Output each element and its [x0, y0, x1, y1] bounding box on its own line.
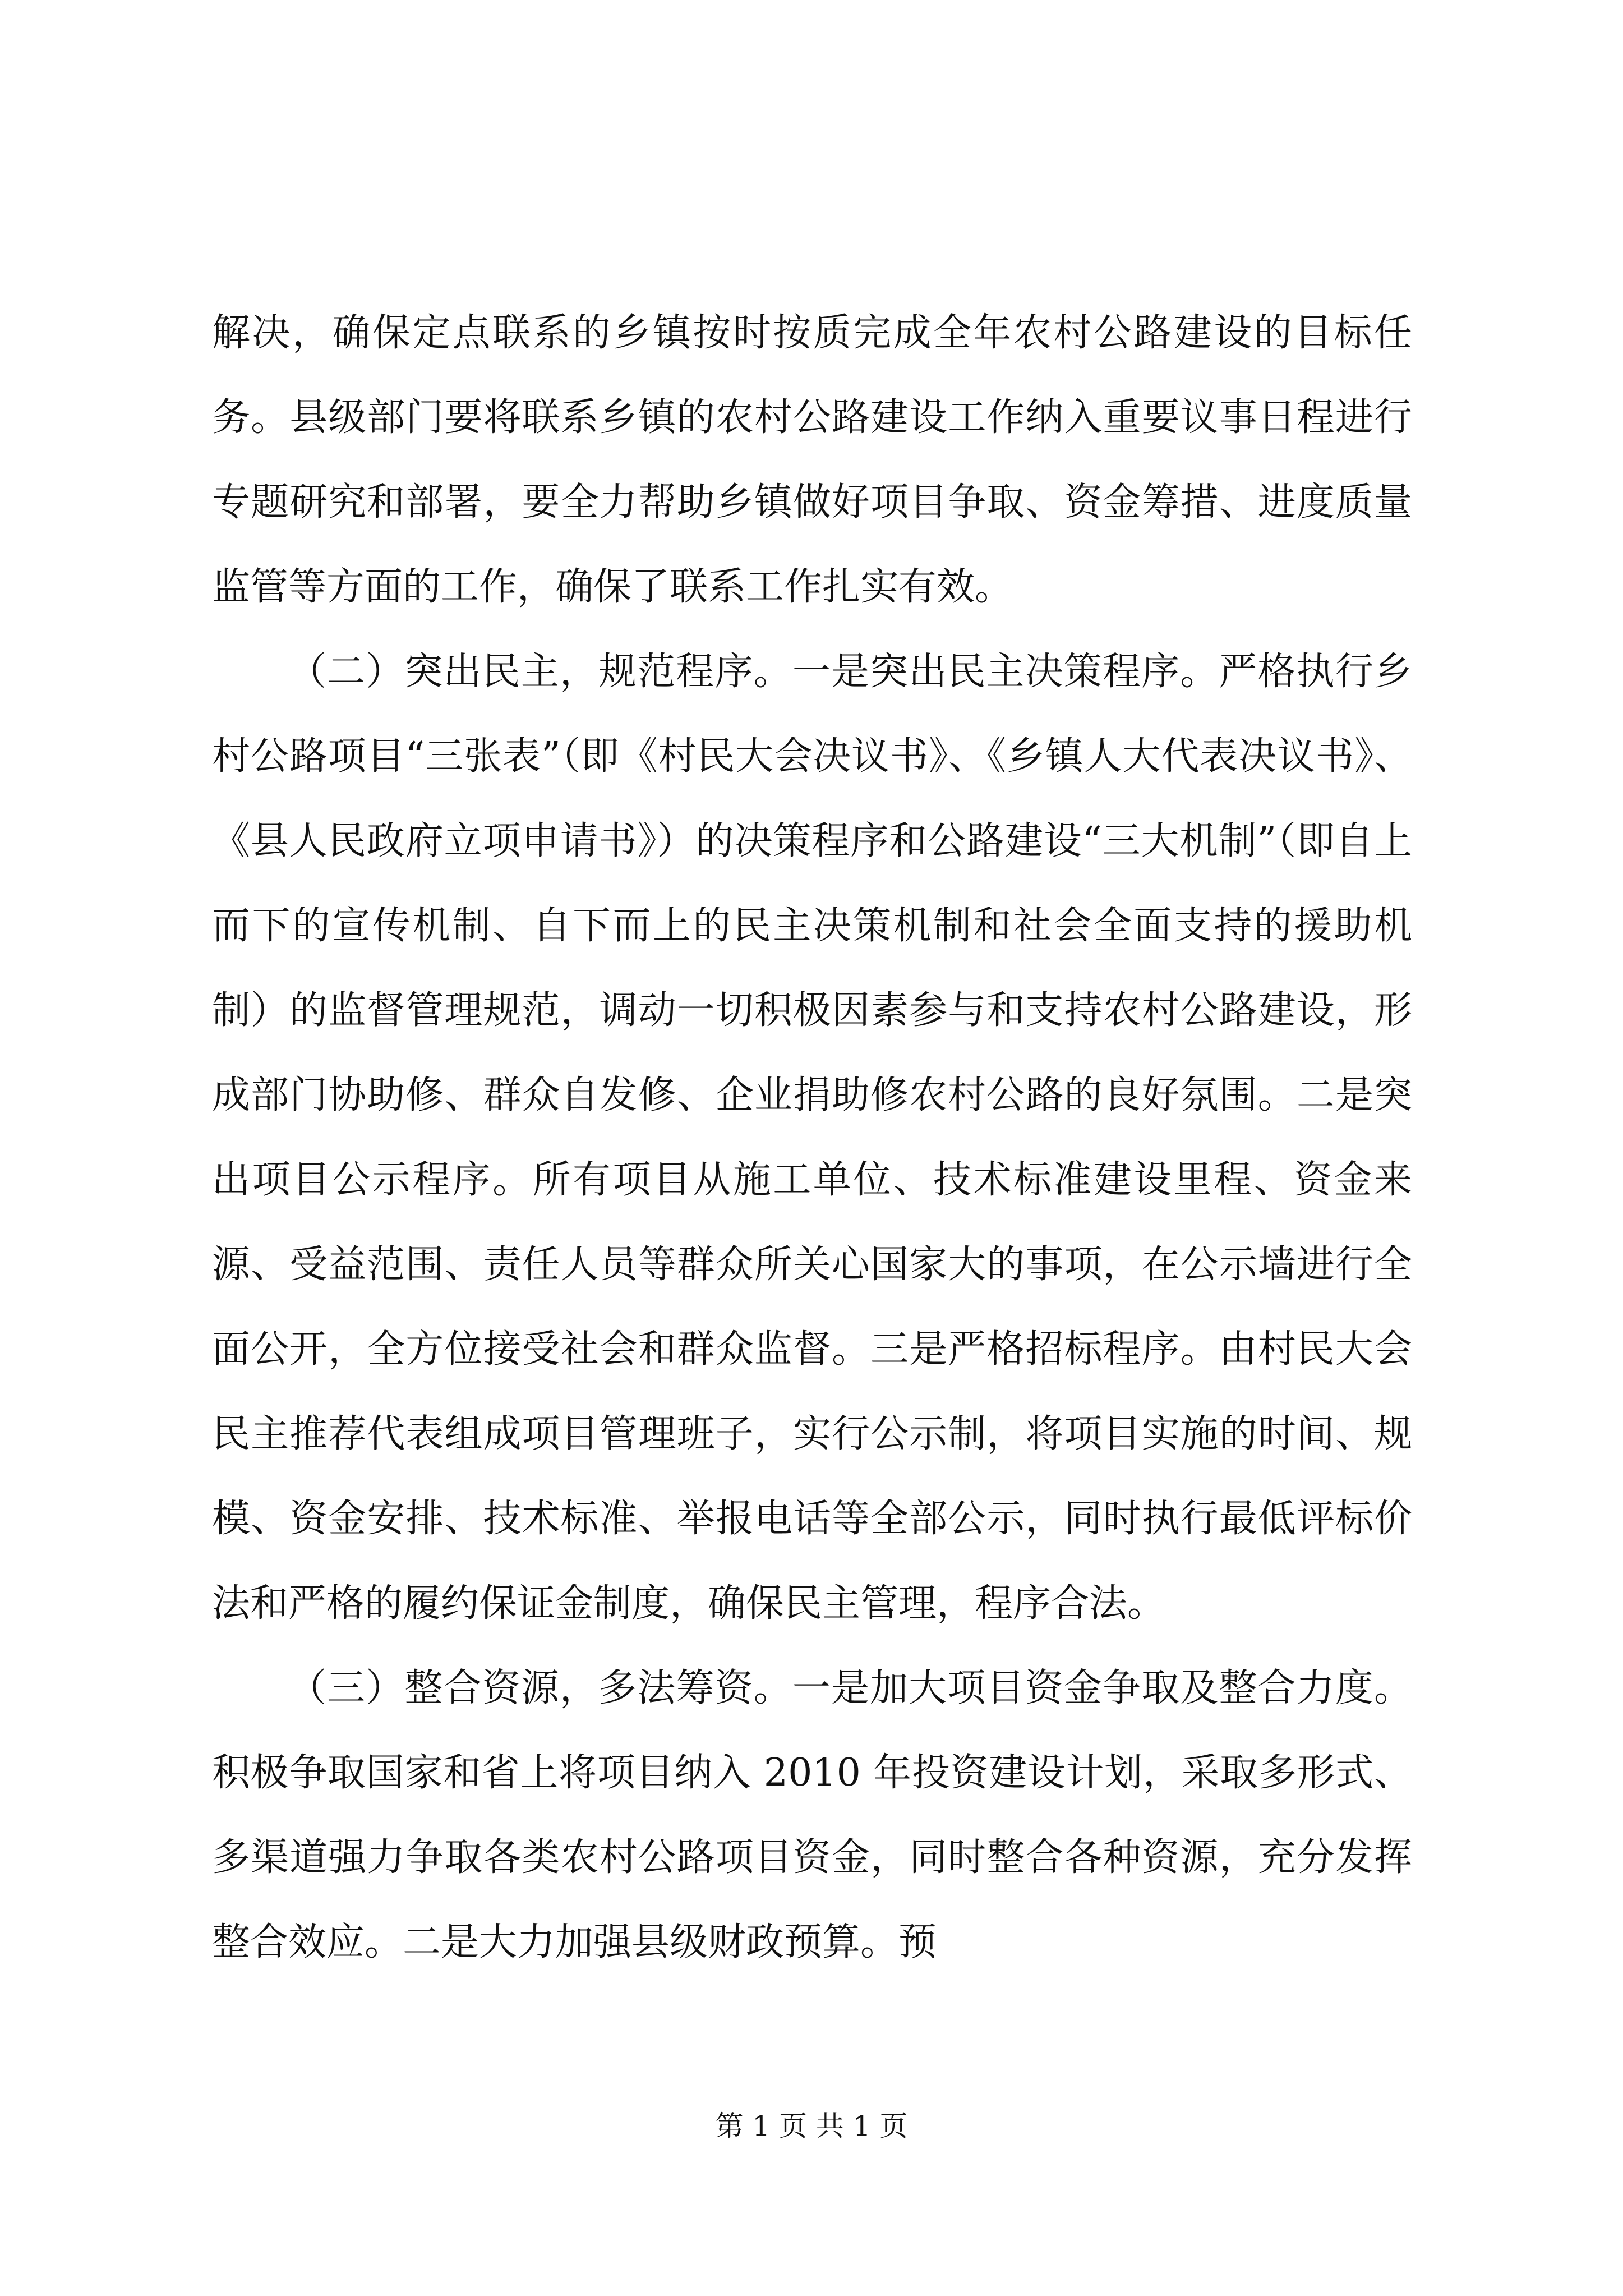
paragraph-continuation: 解决，确保定点联系的乡镇按时按质完成全年农村公路建设的目标任务。县级部门要将联系乡镇的农村公路建设工作纳入重要议事日程进行专题研究和部署，要全力帮助乡镇做好项目争取、资金筹措、进度质量监管等方面的工作，确保了联系工作扎实有效。: [212, 311, 1412, 609]
document-body: [212, 291, 1412, 1985]
paragraph-section-three: （三）整合资源，多法筹资。一是加大项目资金争取及整合力度。积极争取国家和省上将项目纳入 2010 年投资建设计划，采取多形式、多渠道强力争取各类农村公路项目资金，同时整合各种资源，充分发挥整合效应。二是大力加强县级财政预算。预: [212, 1666, 1412, 1964]
paragraph-section-two: （二）突出民主，规范程序。一是突出民主决策程序。严格执行乡村公路项目“三张表”（即《村民大会决议书》、《乡镇人大代表决议书》、《县人民政府立项申请书》）的决策程序和公路建设“三大机制”（即自上而下的宣传机制、自下而上的民主决策机制和社会全面支持的援助机制）的监督管理规范，调动一切积极因素参与和支持农村公路建设，形成部门协助修、群众自发修、企业捐助修农村公路的良好氛围。二是突出项目公示程序。所有项目从施工单位、技术标准建设里程、资金来源、受益范围、责任人员等群众所关心国家大的事项，在公示墙进行全面公开，全方位接受社会和群众监督。三是严格招标程序。由村民大会民主推荐代表组成项目管理班子，实行公示制，将项目实施的时间、规模、资金安排、技术标准、举报电话等全部公示，同时执行最低评标价法和严格的履约保证金制度，确保民主管理，程序合法。: [212, 650, 1412, 1626]
page-footer: 第 1 页 共 1 页: [715, 2110, 908, 2142]
